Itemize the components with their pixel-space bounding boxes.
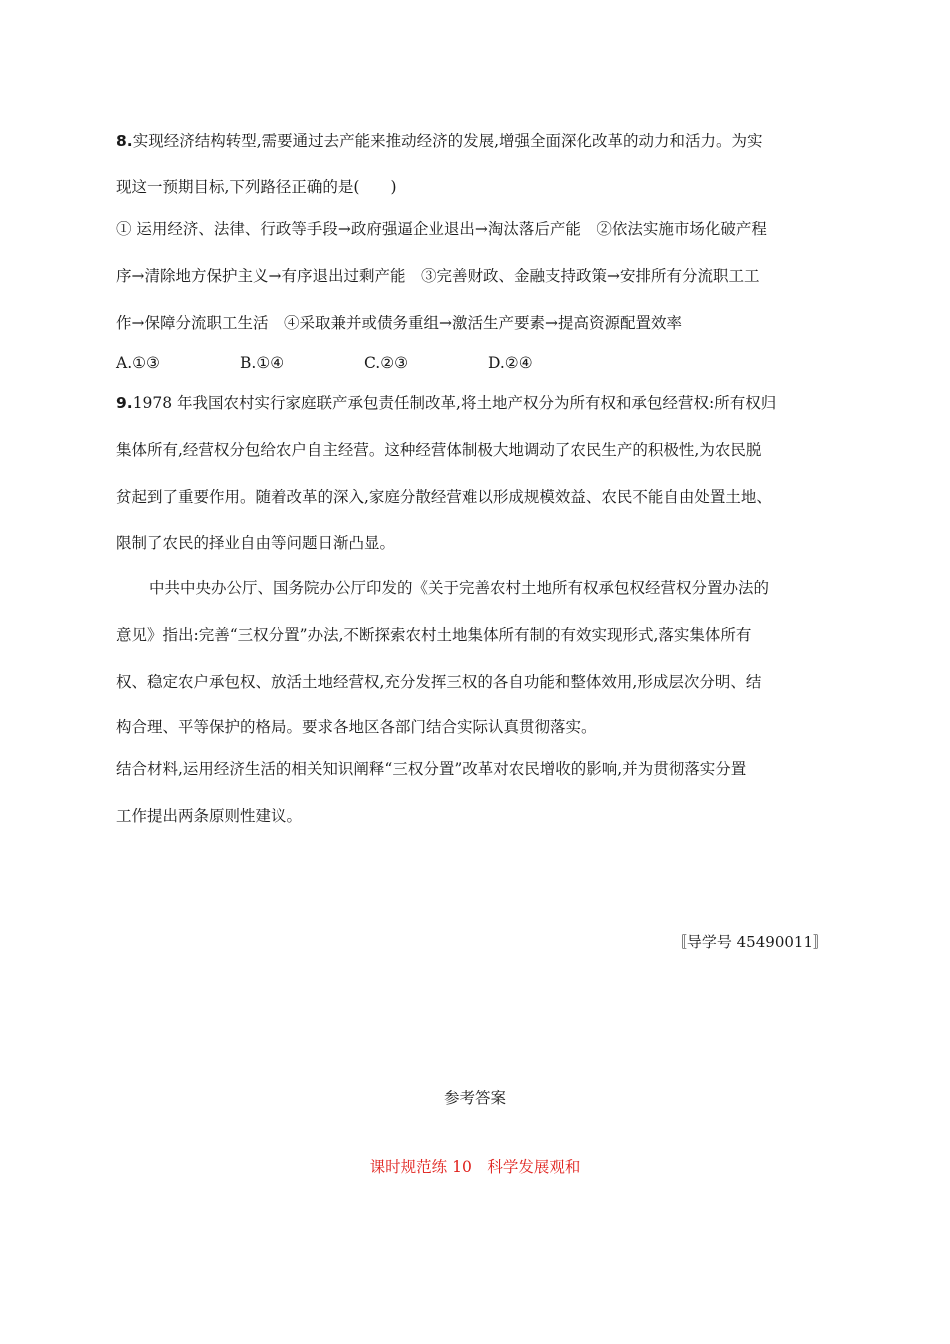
q9-line-1: 9.1978 年我国农村实行家庭联产承包责任制改革,将土地产权分为所有权和承包经营权:所有权归 <box>116 394 777 412</box>
q9-line-4: 限制了农民的择业自由等问题日渐凸显。 <box>116 534 396 552</box>
q8-option-b: B.①④ <box>240 354 285 372</box>
q8-number: 8. <box>116 132 133 150</box>
q8-items-line-2: 序→清除地方保护主义→有序退出过剩产能 ③完善财政、金融支持政策→安排所有分流职工工 <box>116 267 760 285</box>
q8-items-line-1: ① 运用经济、法律、行政等手段→政府强逼企业退出→淘汰落后产能 ②依法实施市场化破产程 <box>116 220 767 238</box>
q9-line-7: 权、稳定农户承包权、放活土地经营权,充分发挥三权的各自功能和整体效用,形成层次分明、结 <box>116 673 762 691</box>
q9-line-2: 集体所有,经营权分包给农户自主经营。这种经营体制极大地调动了农民生产的积极性,为农民脱 <box>116 441 762 459</box>
q8-options <box>116 353 612 373</box>
q9-question-line-1: 结合材料,运用经济生活的相关知识阐释“三权分置”改革对农民增收的影响,并为贯彻落实分置 <box>116 760 747 778</box>
q9-reference-number: 〚导学号 45490011〛 <box>671 933 828 951</box>
q9-line-3: 贫起到了重要作用。随着改革的深入,家庭分散经营难以形成规模效益、农民不能自由处置土地、 <box>116 488 772 506</box>
q8-items-line-3: 作→保障分流职工生活 ④采取兼并或债务重组→激活生产要素→提高资源配置效率 <box>116 314 682 332</box>
answers-section-title: 课时规范练 10 科学发展观和 <box>369 1158 581 1176</box>
q9-question-line-2: 工作提出两条原则性建议。 <box>116 807 303 825</box>
q9-line-5: 中共中央办公厅、国务院办公厅印发的《关于完善农村土地所有权承包权经营权分置办法的 <box>149 579 770 597</box>
q9-number: 9. <box>116 394 133 412</box>
q8-stem-line-2: 现这一预期目标,下列路径正确的是( ) <box>116 178 397 196</box>
q8-option-c: C.②③ <box>364 354 409 372</box>
q8-option-a: A.①③ <box>116 354 160 372</box>
q8-option-d: D.②④ <box>488 354 533 372</box>
answers-heading: 参考答案 <box>443 1089 506 1107</box>
q8-stem-line-1: 8.实现经济结构转型,需要通过去产能来推动经济的发展,增强全面深化改革的动力和活力。为实 <box>116 132 763 150</box>
q9-line-6: 意见》指出:完善“三权分置”办法,不断探索农村土地集体所有制的有效实现形式,落实集体所有 <box>116 626 752 644</box>
q9-line-8: 构合理、平等保护的格局。要求各地区各部门结合实际认真贯彻落实。 <box>116 718 597 736</box>
